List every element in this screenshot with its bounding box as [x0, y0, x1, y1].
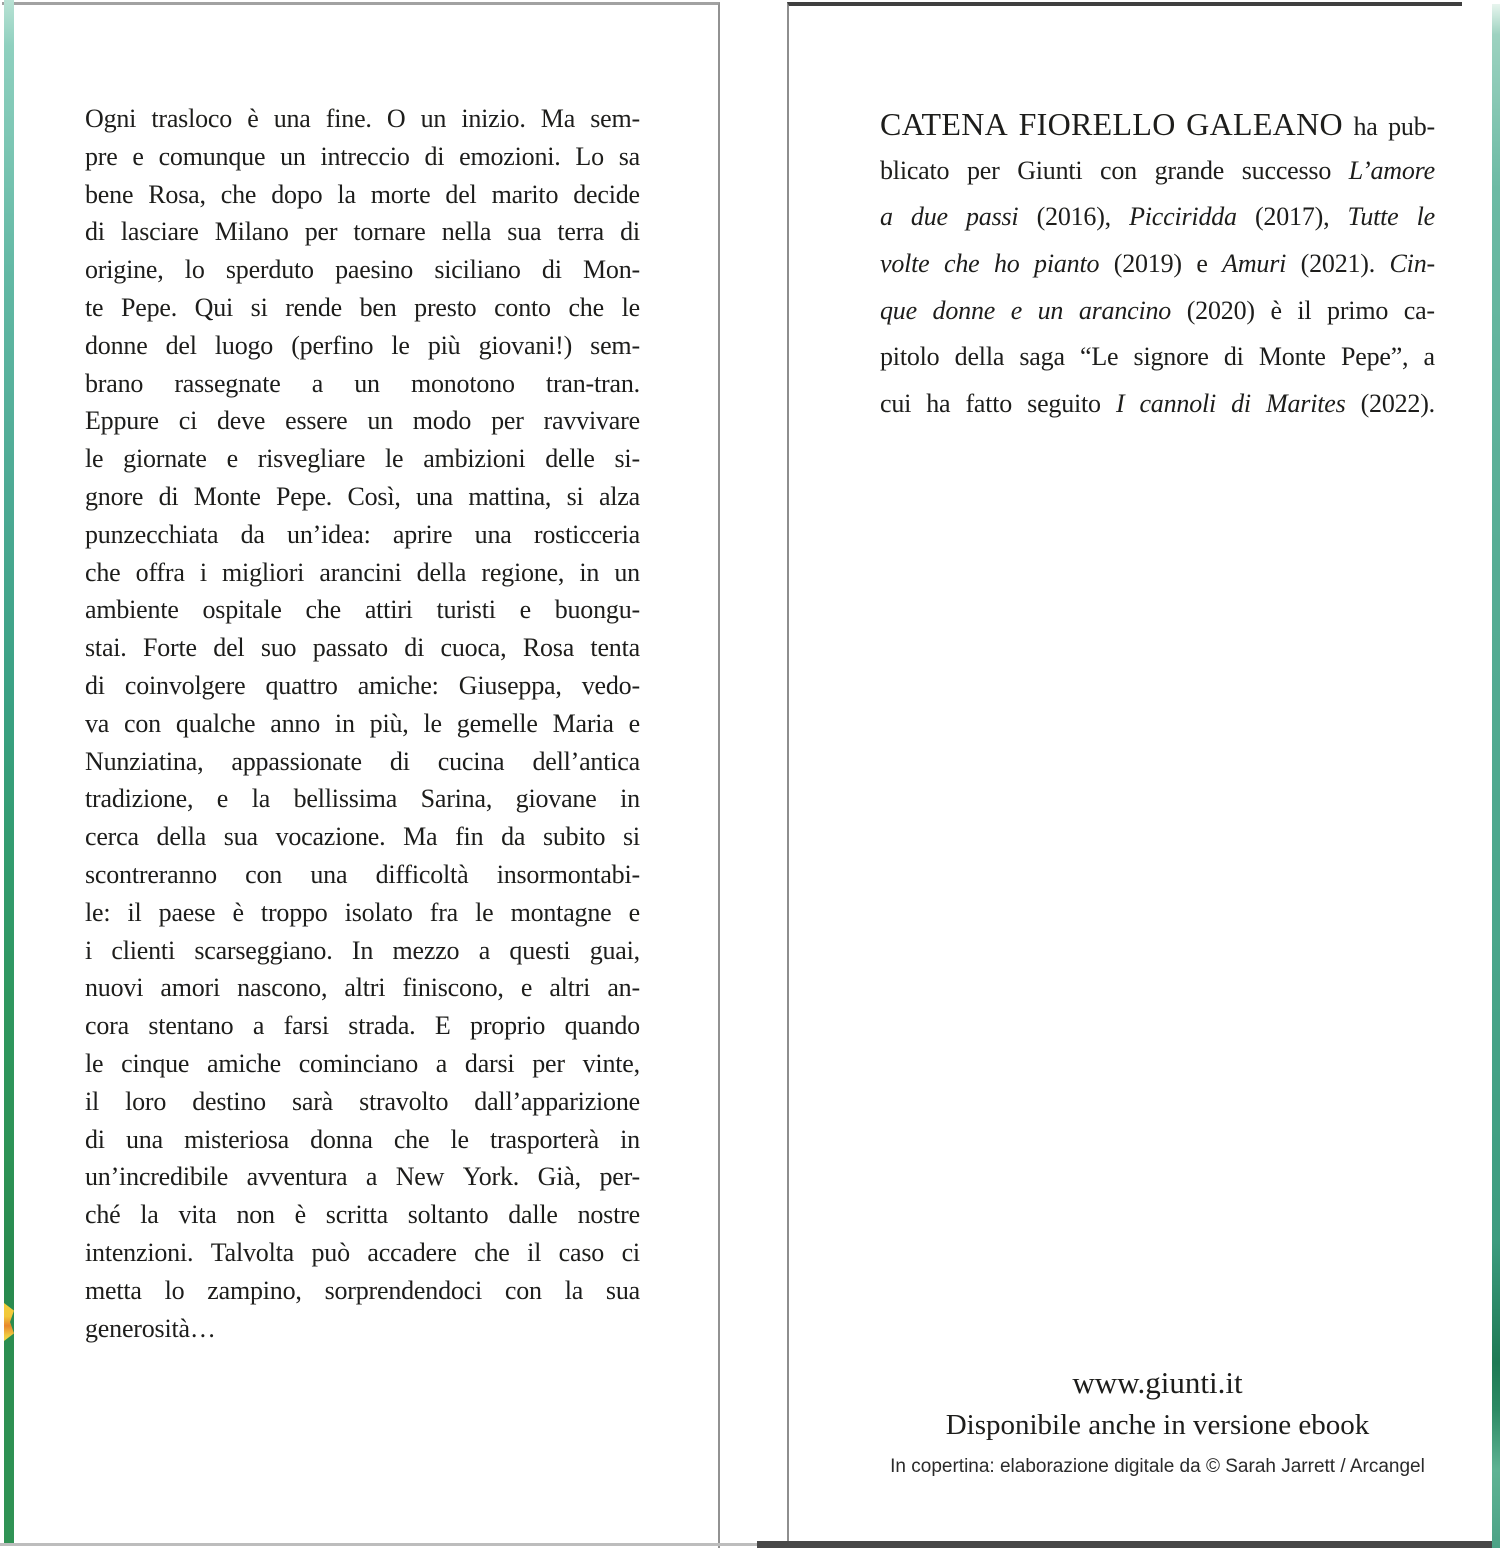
synopsis-line: ambiente ospitale che attiri turisti e buongu- — [85, 595, 640, 625]
ebook-note: Disponibile anche in versione ebook — [945, 1409, 1370, 1441]
synopsis-line: Eppure ci deve essere un modo per ravvivare — [85, 406, 640, 436]
synopsis-line: scontreranno con una difficoltà insormontabi- — [85, 859, 640, 889]
cover-credit: In copertina: elaborazione digitale da © Sarah Jarrett / Arcangel — [890, 1456, 1425, 1477]
synopsis-line: metta lo zampino, sorprendendoci con la sua — [85, 1275, 640, 1305]
synopsis-line: cora stentano a farsi strada. E proprio quando — [85, 1011, 640, 1041]
flap-footer — [880, 1362, 1435, 1482]
synopsis-line: il loro destino sarà stravolto dall’apparizione — [85, 1086, 640, 1116]
synopsis-line: le: il paese è troppo isolato fra le montagne e — [85, 897, 640, 927]
synopsis-line: tradizione, e la bellissima Sarina, giovane in — [85, 784, 640, 814]
cover-art-fleck — [4, 1303, 14, 1341]
synopsis-line: di lasciare Milano per tornare nella sua terra di — [85, 217, 640, 247]
synopsis-text — [85, 100, 640, 1347]
website-url: www.giunti.it — [1072, 1365, 1243, 1400]
synopsis-line: i clienti scarseggiano. In mezzo a questi guai, — [85, 935, 640, 965]
author-bio-text — [880, 101, 1435, 428]
synopsis-line: brano rassegnate a un monotono tran-tran. — [85, 368, 640, 398]
synopsis-line: le cinque amiche cominciano a darsi per vinte, — [85, 1048, 640, 1078]
bio-line: volte che ho pianto (2019) e Amuri (2021). Cin- — [880, 249, 1435, 279]
left-flap-panel — [2, 2, 720, 1548]
synopsis-line: le giornate e risvegliare le ambizioni delle si- — [85, 444, 640, 474]
scan-bottom-bar — [757, 1541, 1500, 1548]
cover-edge-strip-left — [4, 0, 14, 1543]
bio-line: cui ha fatto seguito I cannoli di Marites (2022). — [880, 389, 1435, 419]
synopsis-line: che offra i migliori arancini della regione, in un — [85, 557, 640, 587]
cover-edge-strip-right — [1492, 4, 1500, 1548]
synopsis-line: origine, lo sperduto paesino siciliano di Mon- — [85, 255, 640, 285]
bio-line: que donne e un arancino (2020) è il primo ca- — [880, 295, 1435, 325]
synopsis-line: di coinvolgere quattro amiche: Giuseppa, vedo- — [85, 670, 640, 700]
bio-line: pitolo della saga “Le signore di Monte Pepe”, a — [880, 342, 1435, 372]
synopsis-line: gnore di Monte Pepe. Così, una mattina, si alza — [85, 481, 640, 511]
synopsis-line: te Pepe. Qui si rende ben presto conto che le — [85, 292, 640, 322]
synopsis-line: va con qualche anno in più, le gemelle Maria e — [85, 708, 640, 738]
synopsis-line: intenzioni. Talvolta può accadere che il caso ci — [85, 1237, 640, 1267]
synopsis-line: nuovi amori nascono, altri finiscono, e altri an- — [85, 973, 640, 1003]
synopsis-line: cerca della sua vocazione. Ma fin da subito si — [85, 822, 640, 852]
synopsis-line: donne del luogo (perfino le più giovani!) sem- — [85, 330, 640, 360]
synopsis-line: bene Rosa, che dopo la morte del marito decide — [85, 179, 640, 209]
synopsis-line: di una misteriosa donna che le trasporterà in — [85, 1124, 640, 1154]
synopsis-line: un’incredibile avventura a New York. Già, per- — [85, 1162, 640, 1192]
synopsis-line: stai. Forte del suo passato di cuoca, Rosa tenta — [85, 633, 640, 663]
synopsis-line: pre e comunque un intreccio di emozioni. Lo sa — [85, 141, 640, 171]
scan-bottom-line — [0, 1543, 757, 1546]
bio-line: a due passi (2016), Picciridda (2017), Tutte le — [880, 202, 1435, 232]
bio-line: CATENA FIORELLO GALEANO ha pub- — [880, 106, 1435, 142]
bio-line: blicato per Giunti con grande successo L’amore — [880, 155, 1435, 185]
synopsis-line: Nunziatina, appassionate di cucina dell’antica — [85, 746, 640, 776]
synopsis-line: generosità… — [85, 1313, 216, 1343]
right-flap-panel — [787, 2, 1462, 1541]
synopsis-line: Ogni trasloco è una fine. O un inizio. Ma sem- — [85, 104, 640, 133]
synopsis-line: punzecchiata da un’idea: aprire una rosticceria — [85, 519, 640, 549]
synopsis-line: ché la vita non è scritta soltanto dalle nostre — [85, 1200, 640, 1230]
